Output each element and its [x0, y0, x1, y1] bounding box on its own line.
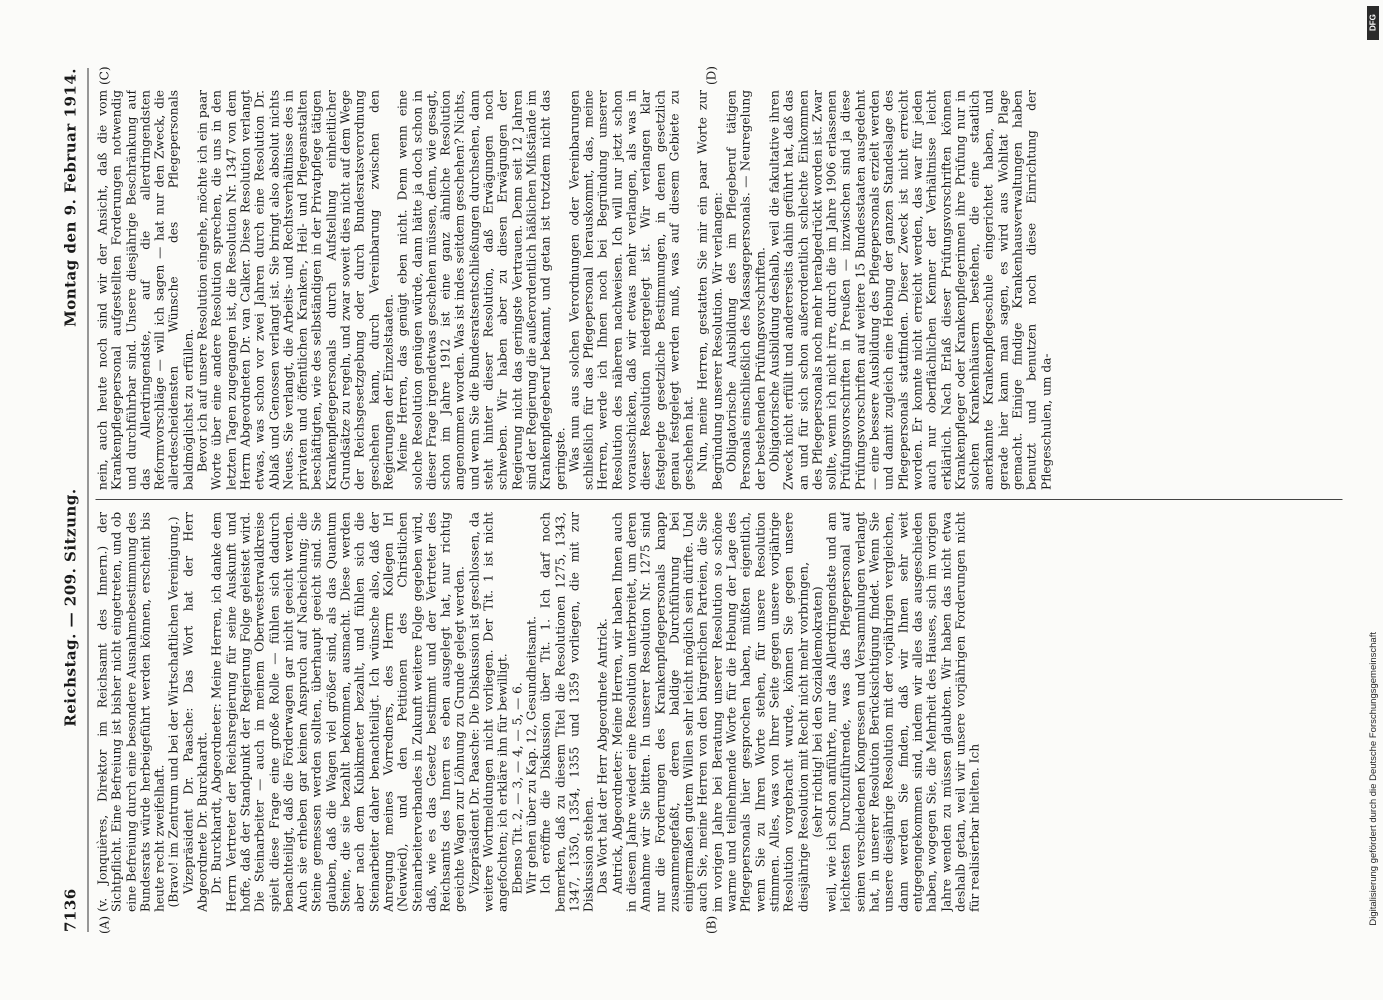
header-rule [88, 68, 89, 932]
paragraph: Obligatorische Ausbildung des im Pflegeberuf tätigen Personals einschließlich des Massagepersonals. — Neuregelung der bestehenden Prüfungsvorschriften. [724, 90, 768, 490]
margin-marker-c: (C) [97, 66, 112, 85]
paragraph: (v. Jonquières, Direktor im Reichsamt des Innern.) der Sichtpflicht. Eine Befreiung ist bisher nicht eingetreten, und ob eine Befreiung durch eine besondere Ausnahmebestimmung des Bundesrats würde herbeigeführt werden können, erscheint bis heute recht zweifelhaft. [95, 512, 167, 912]
page-number: 7136 [61, 888, 80, 932]
paragraph: Ich eröffne die Diskussion über Tit. 1. Ich darf noch bemerken, daß zu diesem Titel die Resolutionen 1275, 1343, 1347, 1350, 1354, 1355 und 1359 vorliegen, die mit zur Diskussion stehen. [538, 512, 596, 912]
paragraph: Was nun aus solchen Verordnungen oder Vereinbarungen schließlich für das Pflegepersonal herauskommt, das, meine Herren, werde ich Ihnen noch bei Begründung unserer Resolution des näheren nachweisen. Ich will nur jetzt schon vorausschicken, daß wir etwas mehr verlangen, als was in dieser Resolution niedergelegt ist. Wir verlangen klar festgelegte gesetzliche Bestimmungen, in denen gesetzlich genau festgelegt werden muß, was auf diesem Gebiete zu geschehen hat. [567, 90, 696, 490]
paragraph: Nun, meine Herren, gestatten Sie mir ein paar Worte zur Begründung unserer Resolution. Wir verlangen: [695, 90, 725, 490]
paragraph: Vizepräsident Dr. Paasche: Das Wort hat der Herr Abgeordnete Dr. Burckhardt. [181, 512, 210, 912]
paragraph: Wir gehen über zu Kap. 12, Gesundheitsamt. [524, 615, 539, 894]
session-date: Montag den 9. Februar 1914. [61, 68, 80, 327]
paragraph: Meine Herren, das genügt eben nicht. Denn wenn eine solche Resolution genügen würde, dann hätte ja doch schon in dieser Frage irgendetwas geschehen müssen, denn, wie gesagt, schon im Jahre 1912 ist eine ganz ähnliche Resolution angenommen worden. Was ist indes seitdem geschehen? Nichts, und wenn Sie die Bundesratsentschließungen durchsehen, dann steht hinter dieser Resolution, daß Erwägungen noch schweben. Wir haben aber zu diesen Erwägungen der Regierung nicht das geringste Vertrauen. Denn seit 12 Jahren sind der Regierung die außerordentlich häßlichen Mißstände im Krankenpflegeberuf bekannt, und getan ist trotzdem nicht das geringste. [395, 90, 567, 490]
text-column-right [96, 90, 1343, 490]
session-title: Reichstag. — 209. Sitzung. [61, 488, 80, 727]
paragraph: Dr. Burckhardt, Abgeordneter: Meine Herren, ich danke dem Herrn Vertreter der Reichsregierung für seine Auskunft und hoffe, daß der Standpunkt der Regierung Folge geleistet wird. Die Steinarbeiter — auch in meinem Oberwesterwaldkreise spielt diese Frage eine große Rolle — fühlen sich dadurch benachteiligt, daß die Förderwagen gar nicht geeicht werden. Auch sie erheben gar keinen Anspruch auf Nacheichung; die Steine gemessen werden sollten, überhaupt geeicht sind. Sie glauben, daß die Wagen viel größer sind, als das Quantum Steine, die sie bezahlt bekommen, ausmacht. Diese werden aber nach dem Kubikmeter bezahlt, und fühlen sich die Steinarbeiter daher benachteiligt. Ich wünsche also, daß der Anregung meines Vorredners, des Herrn Kollegen Irl (Neuwied), und den Petitionen des Christlichen Steinarbeiterverbandes in Zukunft weitere Folge gegeben wird, daß, wie es das Gesetz bestimmt und der Vertreter des Reichsamts des Innern es eben ausgelegt hat, nur richtig geeichte Wagen zur Löhnung zu Grunde gelegt werden. [209, 512, 467, 912]
paragraph: (Bravo! im Zentrum und bei der Wirtschaftlichen Vereinigung.) [166, 516, 181, 908]
paragraph: Obligatorische Ausbildung deshalb, weil die fakultative ihren Zweck nicht erfüllt und andererseits dahin geführt hat, daß das an und für sich schon außerordentlich schlechte Einkommen des Pflegepersonals noch mehr herabgedrückt worden ist. Zwar sollte, wenn ich nicht irre, durch die im Jahre 1906 erlassenen Prüfungsvorschriften in Preußen — inzwischen sind ja diese Prüfungsvorschriften auf weitere 15 Bundesstaaten ausgedehnt — eine bessere Ausbildung des Pflegepersonals erzielt werden und damit zugleich eine Hebung der ganzen Standeslage des Pflegepersonals stattfinden. Dieser Zweck ist nicht erreicht worden. Er konnte nicht erreicht werden, das war für jeden auch nur oberflächlichen Kenner der Verhältnisse leicht erklärlich. Nach Erlaß dieser Prüfungsvorschriften können Krankenpfleger oder Krankenpflegerinnen ihre Prüfung nur in solchen Krankenhäusern bestehen, die eine staatlich anerkannte Krankenpflegeschule eingerichtet haben, und gerade hier kann man sagen, es wird aus Wohltat Plage gemacht. Einige findige Krankenhausverwaltungen haben benutzt und benutzen noch diese Einrichtung der Pflegeschulen, um da- [767, 90, 1054, 490]
margin-marker-a: (A) [97, 915, 112, 934]
margin-marker-b: (B) [704, 915, 719, 934]
page-header [62, 68, 86, 932]
paragraph: Bevor ich auf unsere Resolution eingehe, möchte ich ein paar Worte über eine andere Resolution sprechen, die uns in den letzten Tagen zugegangen ist, die Resolution Nr. 1347 von dem Herrn Abgeordneten Dr. van Calker. Diese Resolution verlangt etwas, was schon vor zwei Jahren durch eine Resolution Dr. Ablaß und Genossen verlangt ist. Sie bringt also absolut nichts Neues. Sie verlangt, die Arbeits- und Rechtsverhältnisse des in privaten und öffentlichen Kranken-, Heil- und Pflegeanstalten beschäftigten, wie des selbständigen in der Privatpflege tätigen Krankenpflegepersonals durch Aufstellung einheitlicher Grundsätze zu regeln, und zwar soweit dies nicht auf dem Wege der Reichsgesetzgebung oder durch Bundesratsverordnung geschehen kann, durch Vereinbarung zwischen den Regierungen der Einzelstaaten. [195, 90, 396, 490]
dfg-logo: DFG [1367, 6, 1379, 40]
paragraph: Das Wort hat der Herr Abgeordnete Antrick. [595, 618, 610, 894]
margin-marker-d: (D) [704, 66, 719, 85]
column-divider [96, 499, 1343, 500]
paragraph: weil, wie ich schon anführte, nur das Allerdringendste und am leichtesten Durchzuführende, was das Pflegepersonal auf seinen verschiedenen Kongressen und Versammlungen verlangt hat, in unserer Resolution Berücksichtigung findet. Wenn Sie unsere diesjährige Resolution mit der vorjährigen vergleichen, dann werden Sie finden, daß wir Ihnen sehr weit entgegengekommen sind, indem wir alles das ausgeschieden haben, wogegen Sie, die Mehrheit des Hauses, sich im vorigen Jahre wenden zu müssen glaubten. Wir haben das nicht etwa deshalb getan, weil wir unsere vorjährigen Forderungen nicht für realisierbar hielten. Ich [824, 512, 982, 912]
digitization-strip [1363, 0, 1383, 1000]
paragraph: (sehr richtig! bei den Sozialdemokraten) [810, 586, 825, 838]
digitization-note: Digitalisierung gefördert durch die Deutsche Forschungsgemeinschaft [1368, 632, 1379, 926]
paragraph: Antrick, Abgeordneter: Meine Herren, wir haben Ihnen auch in diesem Jahre wieder eine Resolution unterbreitet, um deren Annahme wir Sie bitten. In unserer Resolution Nr. 1275 sind nur die Forderungen des Krankenpflegepersonals knapp zusammengefaßt, deren baldige Durchführung bei einigermaßen gutem Willen sehr leicht möglich sein dürfte. Und auch Sie, meine Herren von den bürgerlichen Parteien, die Sie im vorigen Jahre bei Beratung unserer Resolution so schöne warme und teilnehmende Worte für die Hebung der Lage des Pflegepersonals hier gesprochen haben, müßten eigentlich, wenn Sie zu Ihren Worte stehen, für unsere Resolution stimmen. Alles, was von Ihrer Seite gegen unsere vorjährige Resolution vorgebracht wurde, können Sie gegen unsere diesjährige Resolution mit Recht nicht mehr vorbringen, [610, 512, 811, 912]
text-column-left [96, 512, 1343, 912]
paragraph: nein, auch heute noch sind wir der Ansicht, daß die vom Krankenpflegepersonal aufgestellten Forderungen notwendig und durchführbar sind. Unsere diesjährige Beschränkung auf das Allerdringendste, auf die allerdringendsten Reformvorschläge — will ich sagen — hat nur den Zweck, die allerdescheidensten Wünsche des Pflegepersonals baldmöglichst zu erfüllen. [95, 90, 196, 490]
paragraph: Vizepräsident Dr. Paasche: Die Diskussion ist geschlossen, da weitere Wortmeldungen nicht vorliegen. Der Tit. 1 ist nicht angefochten; ich erkläre ihn für bewilligt. [467, 512, 510, 912]
paragraph: Ebenso Tit. 2, — 3, — 4, — 5, — 6. [510, 682, 525, 894]
